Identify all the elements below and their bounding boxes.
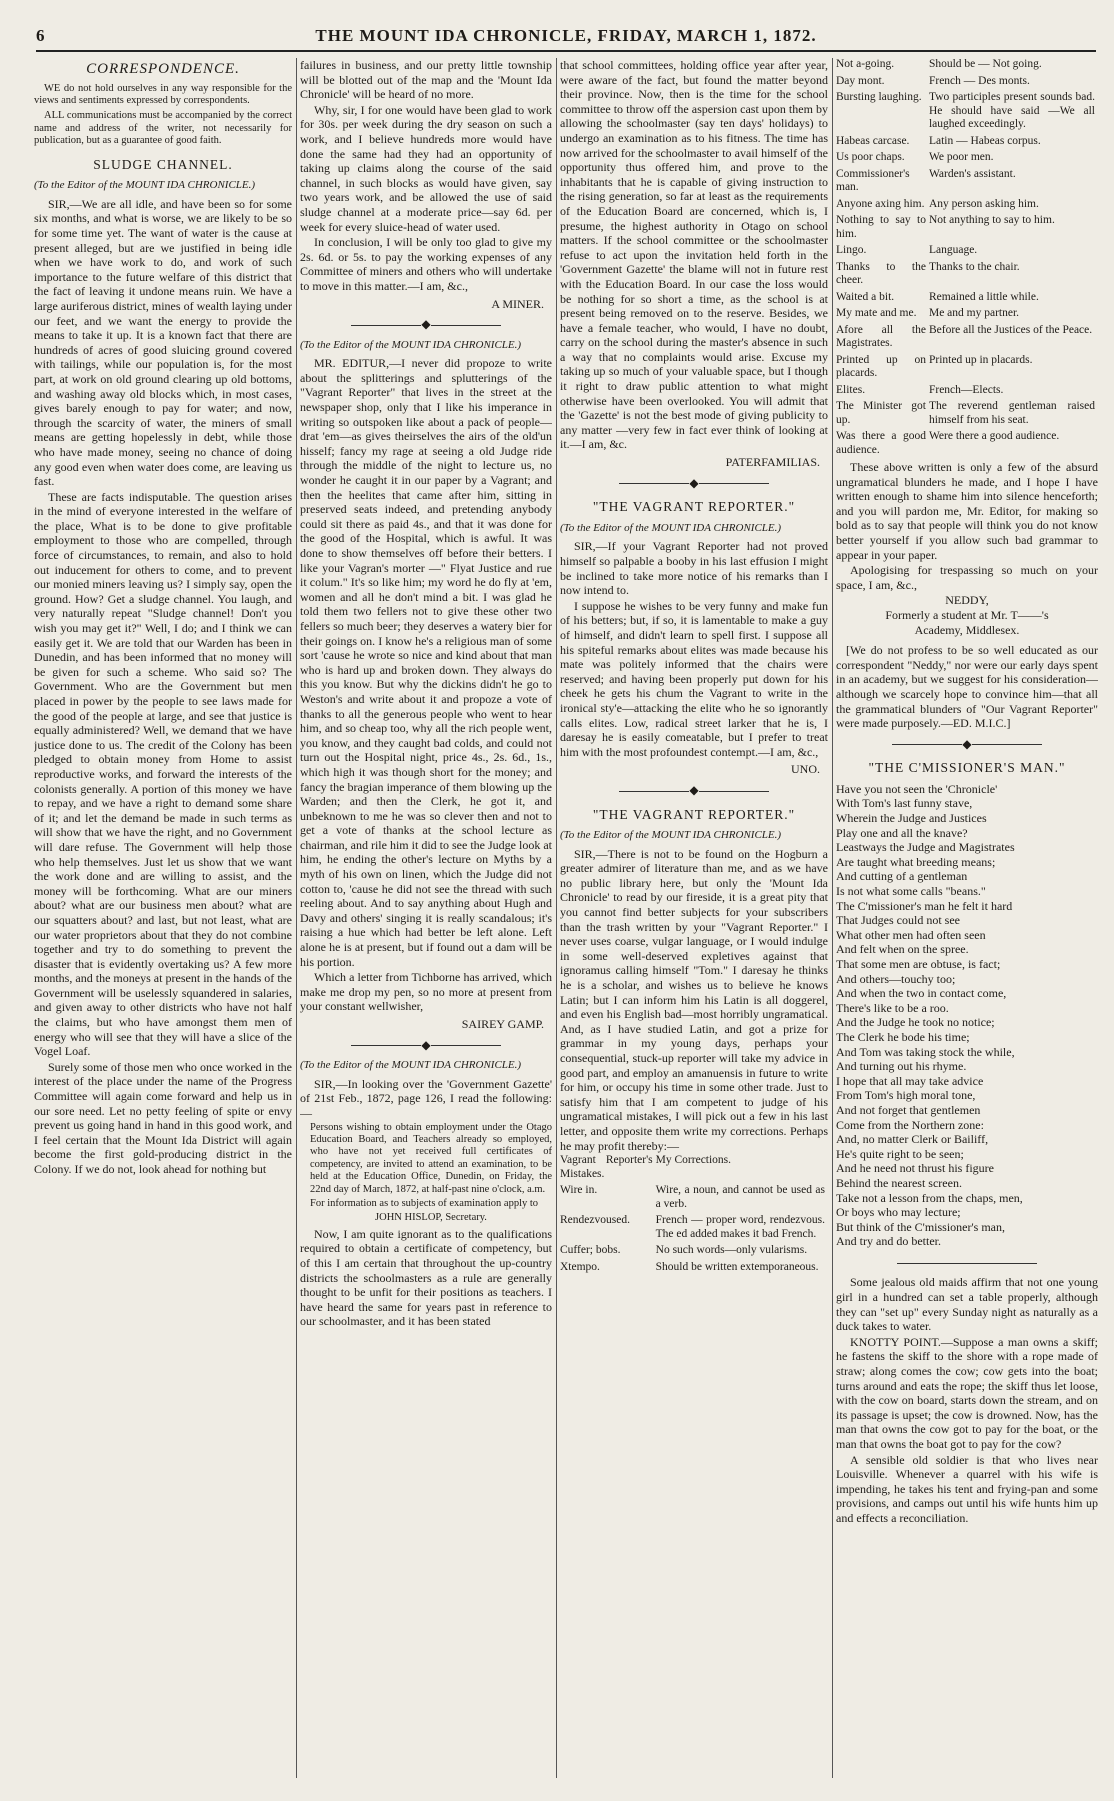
table-row bbox=[836, 307, 1098, 324]
mistake-cell: Us poor chaps. bbox=[836, 151, 905, 163]
correction-cell: French — proper word, rendezvous. The ed added makes it bad French. bbox=[655, 1214, 825, 1240]
letter-paragraph: MR. EDITUR,—I never did propoze to write about the splitterings and splutterings of the "Vagrant Reporter" that lives in the street at the newspaper shop, only that I like his imperance in writing so outspoken like about a pack of people—drat 'em—as gives theirselves the airs of the old'un hisself; fancy my rage at seeing a old Judge ride through the middle of the night to lecture us, no wonder he caught it in our paper by a Vagrant; and then the heelites that came after him, sitting in preserved seats indeed, and pretending anybody could sit there as paid 4s., and that it was done for the good of the Hospital, which is awful. It was done to show themselves off before their betters. I like your Vagran's morter —" Flyat Justice and rue it colum." It's so like him; my word he do fly at 'em, women and all he don't mind a bit. I was glad he told them two fellers not to give these other two fellers so much beer; they deserves a watery bier for their goings on. I know he's a religious man of some sort 'cause he wrote so nice and kind about that man who is hard up and broken down. They always do this you know. But why the dickins didn't he go to Weston's and write about it and propoze a vote of thanks to all the generous people who went to hear him, and so cheap too, why all the rich people went, you know, and they caught bad colds, and could not turn out the Hospital night, price 4s., 2s. 6d., 1s., which high it was though short for the money; and fancy the bragian imperance of them blowing up the Warden; and then the Clerk, he got it, and unbeknown to me he was so clever then and not to get a vote of thanks at the school lecture as chairman, and rile him it did to see the Judge look at him, he ending the other's lecture on Myths by a myth of his own on linen, which the Judge did not cotton to, 'cause he did not see the thread with such reeling about. And to say anything about Hugh and Davy and others' singing it is really scandalous; it's raising a hue which had better be left alone. Left alone he is at present, but if found out a dam will be his portion. bbox=[300, 356, 552, 969]
table-row bbox=[836, 324, 1098, 354]
poem-line: But think of the C'missioner's man, bbox=[836, 1219, 1005, 1234]
letter-paragraph: Now, I am quite ignorant as to the qualifications required to obtain a certificate of competency, but of this I am certain that throughout the up-country districts the schoolmasters as a rule are generally thought to be unfit for their positions as teachers. I have heard the same for years past in reference to our schoolmaster, and it has been stated bbox=[300, 1226, 552, 1329]
poem-line: Are taught what breeding means; bbox=[836, 854, 996, 869]
table-row bbox=[836, 214, 1098, 244]
page-number: 6 bbox=[36, 26, 45, 45]
poem-line: And try and do better. bbox=[836, 1234, 941, 1249]
correction-cell: Not anything to say to him. bbox=[928, 214, 1055, 226]
poem-line: And, no matter Clerk or Bailiff, bbox=[836, 1132, 989, 1147]
correction-cell: Two participles present sounds bad. He should have said —We all laughed exceedingly. bbox=[928, 91, 1095, 130]
poem-line: With Tom's last funny stave, bbox=[836, 796, 973, 811]
letter-paragraph: failures in business, and our pretty little township will be blotted out of the map and the 'Mount Ida Chronicle' will be heard of no more. bbox=[300, 58, 552, 102]
poem-line: And when the two in contact come, bbox=[836, 986, 1007, 1001]
table-row bbox=[836, 91, 1098, 135]
poem-line: Is not what some calls "beans." bbox=[836, 884, 986, 899]
to-editor-line: (To the Editor of the MOUNT IDA CHRONICLE.) bbox=[300, 1059, 522, 1072]
mistake-cell: Not a-going. bbox=[836, 58, 895, 70]
column-2 bbox=[300, 58, 552, 1330]
submission-notice: ALL communications must be accompanied by the correct name and address of the writer, not necessarily for publication, but as a guarantee of good faith. bbox=[34, 110, 292, 147]
correction-cell: French—Elects. bbox=[928, 383, 1004, 396]
letter-paragraph: In conclusion, I will be only too glad to give my 2s. 6d. or 5s. to pay the working expenses of any Committee of miners and others who will undertake to move in this matter.—I am, &c., bbox=[300, 235, 552, 293]
column-4 bbox=[836, 58, 1098, 1527]
table-row bbox=[560, 1184, 828, 1214]
poem-line: Play one and all the knave? bbox=[836, 825, 968, 840]
letter-paragraph: These are facts indisputable. The question arises in the mind of everyone interested in the welfare of the place, What is to be done to give profitable employment to those who are compelled, through force of circumstances, to remain, and also to hold out inducement for others to come, and to prevent our monied miners leaving us? I simply say, open the ground. How? Get a sludge channel. You laugh, and very naturally repeat "Sludge channel! Don't you wish you may get it?" Well, I do; and I think we can easily get it. We are told that our Warden has been in Dunedin, and has been informed that no money will be given for such a scheme. Who said so? The Government. Who are the Government but men placed in power by the people to see laws made for the good of the people at large, and see that justice is equally administered? Well, we demand that we have justice done to us. The credit of the Colony has been pledged to obtain money from Home to assist reproductive works, and forward the interests of the colonists generally. A portion of this money we have to repay, and we have a right to demand some share of it; and let the demand be made in such terms as will show that we have the right, and no Government will dare refuse. The Government will help those who help themselves. Just let us show that we want the work done and are willing to assist, and the money will be forthcoming. What are our miners about? what are our business men about? what are our squatters about? and last, but not least, what are our water proprietors about that they do not combine together and try to do something to prevent the disaster that is evidently overtaking us? A few more months, and the moneys at present in the hands of the Government will be uselessly squandered in salaries, and given away to other districts who have not half the claims, but who have amongst them men of energy who will see that they will have a slice of the Vogel Loaf. bbox=[34, 489, 292, 1059]
mistake-cell: Lingo. bbox=[836, 244, 867, 256]
poem-line: And he need not thrust his figure bbox=[836, 1161, 994, 1176]
article-paragraph: Some jealous old maids affirm that not one young girl in a hundred can set a table properly, although they can "set up" every Sunday night as naturally as a duck takes to water. bbox=[836, 1275, 1098, 1334]
poem-line: And felt when on the spree. bbox=[836, 942, 969, 957]
correction-cell: Should be written extemporaneous. bbox=[655, 1260, 819, 1273]
table-row bbox=[836, 291, 1098, 308]
table-row bbox=[836, 384, 1098, 401]
corrections-table bbox=[836, 58, 1098, 460]
column-rule bbox=[832, 58, 833, 1778]
signature-line: Formerly a student at Mr. T——'s bbox=[885, 607, 1049, 622]
poem-line: He's quite right to be seen; bbox=[836, 1146, 964, 1161]
correction-cell: Printed up in placards. bbox=[928, 353, 1033, 366]
to-editor-line: (To the Editor of the MOUNT IDA CHRONICLE.) bbox=[560, 521, 782, 534]
mistake-cell: Bursting laughing. bbox=[836, 91, 922, 103]
table-row bbox=[560, 1261, 828, 1278]
table-header: Vagrant Reporter's Mistakes. bbox=[560, 1154, 653, 1180]
table-row bbox=[836, 430, 1098, 460]
poem-line: Come from the Northern zone: bbox=[836, 1117, 984, 1132]
poem-line: And turning out his rhyme. bbox=[836, 1059, 967, 1074]
to-editor-line: (To the Editor of the MOUNT IDA CHRONICLE.) bbox=[34, 179, 256, 192]
separator-rule: ◆ bbox=[300, 317, 552, 332]
poem-line: Take not a lesson from the chaps, men, bbox=[836, 1190, 1023, 1205]
mistake-cell: The Minister got up. bbox=[836, 400, 926, 426]
separator-rule: ◆ bbox=[560, 783, 828, 798]
mistake-cell: Habeas carcase. bbox=[836, 134, 910, 147]
table-row bbox=[836, 354, 1098, 384]
signature: PATERFAMILIAS. bbox=[725, 455, 820, 470]
poem-line: And the Judge he took no notice; bbox=[836, 1015, 995, 1030]
article-heading: "THE VAGRANT REPORTER." bbox=[592, 499, 796, 515]
separator-rule: ◆ bbox=[300, 1038, 552, 1053]
correction-cell: French — Des monts. bbox=[928, 74, 1030, 87]
poem-line: Or boys who may lecture; bbox=[836, 1205, 961, 1220]
correction-cell: Before all the Justices of the Peace. bbox=[928, 323, 1093, 336]
article-paragraph: A sensible old soldier is that who lives near Louisville. Whenever a quarrel with his wife is impending, he takes his tent and frying-pan and some provisions, and camps out until his wife hunts him up and effects a reconciliation. bbox=[836, 1452, 1098, 1525]
poem-heading: "THE C'MISSIONER'S MAN." bbox=[868, 760, 1066, 776]
mistake-cell: Commissioner's man. bbox=[836, 167, 910, 193]
table-row bbox=[560, 1214, 828, 1244]
mistake-cell: Printed up on placards. bbox=[836, 353, 926, 379]
article-heading: "THE VAGRANT REPORTER." bbox=[592, 806, 796, 822]
correction-cell: Me and my partner. bbox=[928, 307, 1020, 319]
mistake-cell: My mate and me. bbox=[836, 307, 917, 319]
correction-cell: Latin — Habeas corpus. bbox=[928, 134, 1041, 147]
poem-line: The C'missioner's man he felt it hard bbox=[836, 898, 1013, 913]
gazette-quote: For information as to subjects of examination apply to bbox=[310, 1198, 539, 1209]
mistake-cell: Xtempo. bbox=[560, 1260, 600, 1273]
poem-line: And cutting of a gentleman bbox=[836, 869, 968, 884]
mistake-cell: Cuffer; bobs. bbox=[560, 1244, 621, 1257]
table-row bbox=[836, 198, 1098, 215]
masthead-title: THE MOUNT IDA CHRONICLE, FRIDAY, MARCH 1, 1872. bbox=[315, 26, 817, 45]
poem-line: From Tom's high moral tone, bbox=[836, 1088, 976, 1103]
separator-rule: ◆ bbox=[560, 476, 828, 491]
table-row bbox=[836, 75, 1098, 92]
mistake-cell: Day mont. bbox=[836, 74, 885, 87]
correction-cell: Wire, a noun, and cannot be used as a verb. bbox=[655, 1184, 825, 1210]
signature: SAIREY GAMP. bbox=[461, 1017, 544, 1031]
correction-cell: Thanks to the chair. bbox=[928, 260, 1020, 273]
poem-line: And Tom was taking stock the while, bbox=[836, 1044, 1015, 1059]
corrections-table bbox=[560, 1154, 828, 1277]
gazette-signature: JOHN HISLOP, Secretary. bbox=[375, 1212, 487, 1224]
column-rule bbox=[296, 58, 297, 1778]
poem-line: Wherein the Judge and Justices bbox=[836, 811, 987, 826]
poem-line: I hope that all may take advice bbox=[836, 1073, 984, 1088]
table-row bbox=[560, 1244, 828, 1261]
section-title: CORRESPONDENCE. bbox=[86, 61, 240, 77]
letter-paragraph: Surely some of those men who once worked in the interest of the place under the name of the Progress Committee will again come forward and help us in our sore need. Let no petty feeling of spite or envy prevent us going hand in hand in this good work, and I feel certain that the Mount Ida District will again become the first gold-producing district in the Colony. If we do not, look ahead for nothing but bbox=[34, 1059, 292, 1176]
correction-cell: Any person asking him. bbox=[928, 197, 1039, 210]
letter-paragraph: Which a letter from Tichborne has arrived, which make me drop my pen, so no more at present from your constant wellwisher, bbox=[300, 970, 552, 1014]
poem-line: Leastways the Judge and Magistrates bbox=[836, 840, 1015, 855]
table-row bbox=[836, 135, 1098, 152]
poem-line: Behind the nearest screen. bbox=[836, 1175, 962, 1190]
signature: UNO. bbox=[791, 762, 820, 777]
correction-cell: Language. bbox=[928, 244, 978, 256]
poem-line: There's like to be a roo. bbox=[836, 1000, 949, 1015]
table-row bbox=[836, 168, 1098, 198]
table-row bbox=[836, 244, 1098, 261]
mistake-cell: Rendezvoused. bbox=[560, 1214, 630, 1227]
poem bbox=[836, 782, 1098, 1249]
signature-line: Academy, Middlesex. bbox=[914, 622, 1020, 637]
column-3 bbox=[560, 58, 828, 1277]
poem-line: That some men are obtuse, is fact; bbox=[836, 957, 1001, 971]
poem-line: And others—touchy too; bbox=[836, 971, 956, 986]
mistake-cell: Waited a bit. bbox=[836, 290, 895, 303]
mistake-cell: Elites. bbox=[836, 383, 866, 396]
table-row bbox=[836, 151, 1098, 168]
signature: A MINER. bbox=[491, 296, 544, 311]
mistake-cell: Was there a good audience. bbox=[836, 430, 926, 456]
poem-line: That Judges could not see bbox=[836, 913, 960, 928]
letter-paragraph: These above written is only a few of the absurd ungramatical blunders he made, and I hope I have written enough to shame him into silence henceforth; and you will pardon me, Mr. Editor, for making so bold as to say that people will think you do not know better yourself if you allow such bad grammar to appear in your paper. bbox=[836, 460, 1098, 562]
correction-cell: Should be — Not going. bbox=[928, 58, 1042, 70]
correction-cell: No such words—only vularisms. bbox=[655, 1244, 808, 1257]
to-editor-line: (To the Editor of the MOUNT IDA CHRONICLE.) bbox=[560, 829, 782, 842]
table-row bbox=[836, 58, 1098, 75]
correction-cell: The reverend gentleman raised himself from his seat. bbox=[928, 400, 1095, 426]
poem-line: The Clerk he bode his time; bbox=[836, 1029, 970, 1044]
editor-note-text: [We do not profess to be so well educated as our correspondent "Neddy," nor were our early days spent in an academy, but we suggest for his consideration—although we scarcely hope to convince him—that all the grammatical blunders of "Our Vagrant Reporter" were made purposely.—ED. M.I.C.] bbox=[836, 643, 1098, 731]
table-row bbox=[836, 400, 1098, 430]
article-paragraph: KNOTTY POINT.—Suppose a man owns a skiff; he fastens the skiff to the shore with a rope made of straw; along comes the cow; cow gets into the boat; turns around and eats the rope; the skiff thus let loose, with the cow on board, starts down the stream, and on its passage is upset; the cow is drowned. Now, has the man that owns the cow got to pay for the boat, or the man that owns the boat got to pay for the cow? bbox=[836, 1334, 1098, 1451]
letter-paragraph: SIR,—If your Vagrant Reporter had not proved himself so palpable a booby in his last effusion I might be inclined to take more notice of his remarks than I now intend to. bbox=[560, 539, 828, 598]
disclaimer-notice: WE do not hold ourselves in any way responsible for the views and sentiments expressed by correspondents. bbox=[34, 82, 292, 106]
column-rule bbox=[556, 58, 557, 1778]
mistake-cell: Wire in. bbox=[560, 1184, 598, 1197]
separator-rule: ◆ bbox=[836, 737, 1098, 752]
article-heading: SLUDGE CHANNEL. bbox=[93, 156, 233, 172]
table-row bbox=[836, 261, 1098, 291]
correction-cell: Remained a little while. bbox=[928, 290, 1039, 303]
column-1 bbox=[34, 58, 292, 1178]
letter-paragraph: Why, sir, I for one would have been glad to work for 30s. per week during the dry season on such a work, and I believe hundreds more would have done the same had they had an opportunity of taking up claims along the course of the said channel, in such blocks as would have given, say two years work, and be allowed the use of said sludge channel at a moderate price—say 6d. per week for every sluice-head of water used. bbox=[300, 102, 552, 234]
letter-paragraph: that school committees, holding office year after year, were aware of the fact, but found the matter beyond their province. Now, then is the time for the school committee to throw off the aspersion cast upon them by allowing the schoolmaster (say ten days' holidays) to undergo an examination as to his fitness. The time has now arrived for the schoolmaster to avail himself of the opportunity thus offered him, and prove to the inhabitants that he is capable of giving instruction to the rising generation, so far at least as the requirements of the Education Board are concerned, which is, I presume, the highest authority in Otago on school matters. If the school committee or the schoolmaster refuse to act upon the invitation held forth in the 'Government Gazette' the blame will not in future rest with the Education Board. In our case the loss would be nothing for so short a time, as the school is at present being removed on to the reserve. Besides, we have a female teacher, who would, I have no doubt, carry on the school during the master's absence in such a way that no complaints would arise. Excuse my taking up so much of your valuable space, but I though it right to draw public attention to what might otherwise have been overlooked. You will admit that the 'Gazette' is not the best mode of giving publicity to any matter —very few in fact ever think of looking at it.—I am, &c. bbox=[560, 58, 828, 452]
masthead bbox=[36, 24, 1096, 52]
mistake-cell: Thanks to the cheer. bbox=[836, 260, 926, 286]
letter-paragraph: SIR,—There is not to be found on the Hogburn a greater admirer of literature than me, and as we have no public library here, but only the 'Mount Ida Chronicle' to read by our fireside, it is a great pity that you cannot find better subjects for your subscribers than the trash written by your "Vagrant Reporter." I never uses coarse, vulgar language, or I would indulge in some well-deserved expletives against that ignoramus calling himself "Tom." I daresay he thinks he is a scholar, and wishes us to believe he knows Latin; but I can inform him his Latin is all doggerel, and even his English bad—most horribly ungramatical. And, as I have studied Latin, and got a prize for grammar in my young days, perhaps your consequential, stuck-up reporter will take my advice in good part, and employ an amanuensis in future to write for him, or occupy his time in some other trade. Just to satisfy him that I am competent to judge of his ungramatical mistakes, I will pick out a few in his last letter, and opposite them write my corrections. Perhaps he may profit thereby:— bbox=[560, 846, 828, 1153]
poem-line: What other men had often seen bbox=[836, 927, 986, 942]
correction-cell: Were there a good audience. bbox=[928, 430, 1060, 442]
correction-cell: Warden's assistant. bbox=[928, 167, 1016, 180]
mistake-cell: Afore all the Magistrates. bbox=[836, 323, 926, 349]
mistake-cell: Nothing to say to him. bbox=[836, 214, 926, 240]
letter-paragraph: SIR,—In looking over the 'Government Gazette' of 21st Feb., 1872, page 126, I read the following:— bbox=[300, 1076, 552, 1120]
signature-name: NEDDY, bbox=[945, 593, 989, 608]
separator-rule bbox=[836, 1255, 1098, 1270]
letter-paragraph: SIR,—We are all idle, and have been so for some six months, and what is worse, we are likely to be so for some time yet. The want of water is the cause at present alleged, but are we justified in being idle when we have work to do, and work of such importance to the future welfare of this district that the fact of leaving it undone means ruin. We have a large auriferous district, mines of wealth laying under our feet, and we want the energy to provide the means to take it up. It is a known fact that there are hundreds of acres of good sluicing ground covered with tailings, while our population is, for the most part, at work on old ground clearing up old bottoms, and washing away old blocks which, in most cases, gives barely enough to pay for water; and now, through the scarcity of water, the miners of small means are getting hopelessly in debt, while those who have made money, seeing no chance of doing any good even when water does come, are leaving us fast. bbox=[34, 196, 292, 489]
poem-line: And not forget that gentlemen bbox=[836, 1102, 981, 1117]
table-header: My Corrections. bbox=[655, 1154, 732, 1167]
gazette-quote: Persons wishing to obtain employment under the Otago Education Board, and Teachers already so employed, who have not yet received full certificates of competency, are invited to attend an examination, to be held at the Education Office, Dunedin, on Friday, the 22nd day of March, 1872, at half-past nine o'clock, a.m. bbox=[310, 1121, 552, 1195]
correction-cell: We poor men. bbox=[928, 151, 994, 163]
poem-line: Have you not seen the 'Chronicle' bbox=[836, 781, 998, 796]
mistake-cell: Anyone axing him. bbox=[836, 197, 925, 210]
letter-paragraph: I suppose he wishes to be very funny and make fun of his betters; but, if so, it is lamentable to make a guy of himself, and didn't learn to spell first. I suppose all his spiteful remarks about elites was made because his mate was politely informed that the chairs were reserved; and having been properly put down for his cheek he gets his chum the Vagrant to write in the ironical sty'e—attacking the elite who he so ignorantly calls elites. Low, radical street larker that he is, I daresay he is easily comeatable, but I prefer to treat him with the most profoundest contempt.—I am, &c., bbox=[560, 598, 828, 759]
to-editor-line: (To the Editor of the MOUNT IDA CHRONICLE.) bbox=[300, 338, 522, 351]
editor-note bbox=[836, 643, 1098, 731]
letter-paragraph: Apologising for trespassing so much on your space, I am, &c., bbox=[836, 563, 1098, 592]
